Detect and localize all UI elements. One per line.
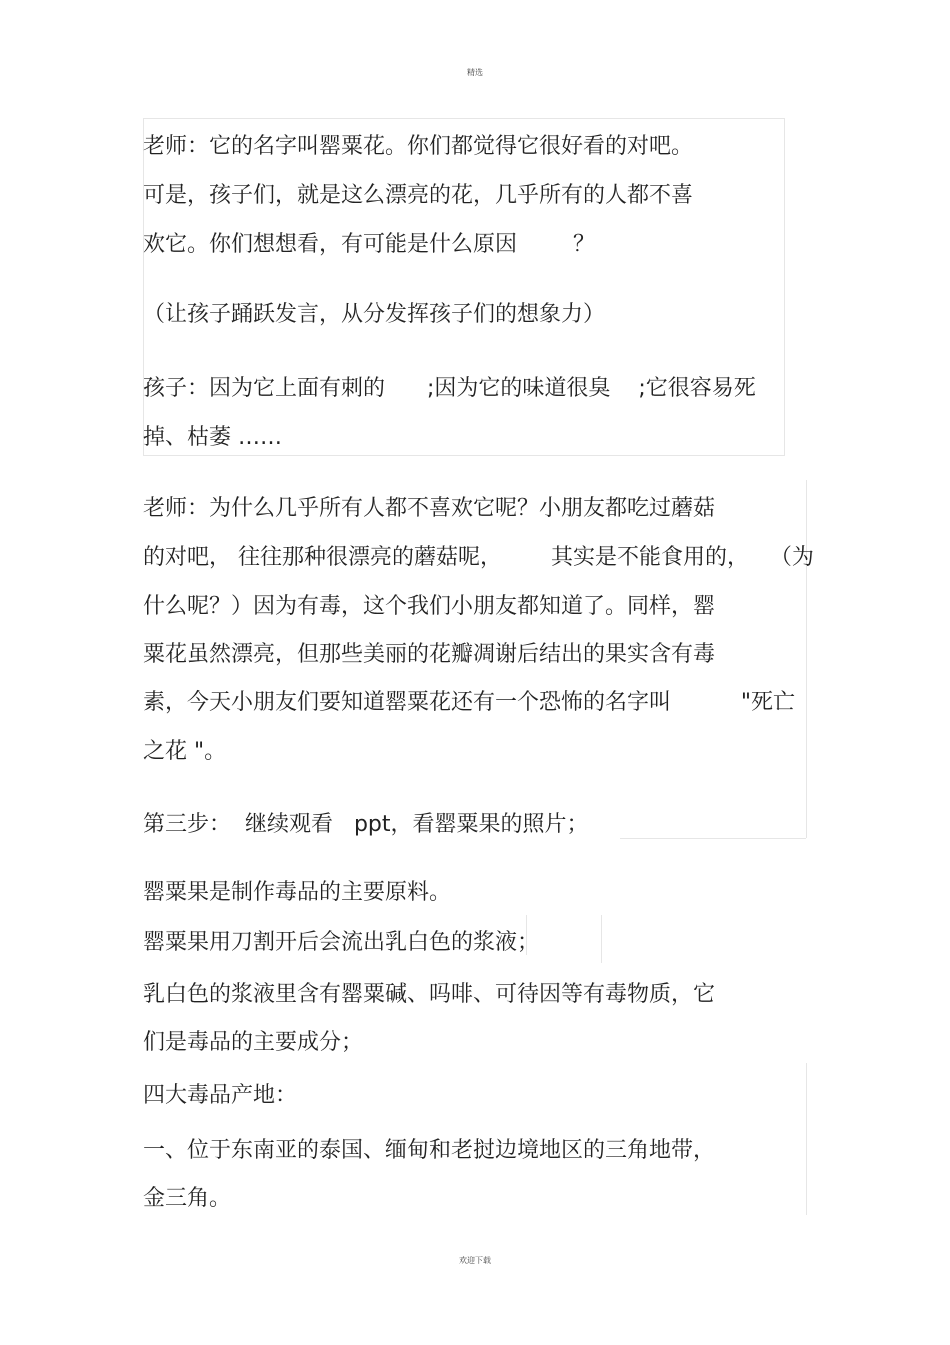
frame-line-right-2: [806, 480, 807, 838]
paragraph-line: 四大毒品产地：: [143, 1083, 298, 1108]
page-header: 精选: [467, 68, 483, 77]
paragraph-line: 老师：它的名字叫罂粟花。你们都觉得它很好看的对吧。: [143, 134, 694, 159]
paragraph-line: 一、位于东南亚的泰国、缅甸和老挝边境地区的三角地带，: [143, 1138, 716, 1163]
paragraph-line: 罂粟果是制作毒品的主要原料。: [143, 880, 452, 905]
paragraph-line: 掉、枯萎 ……: [143, 425, 282, 450]
paragraph-line: 素，今天小朋友们要知道罂粟花还有一个恐怖的名字叫 "死亡: [143, 690, 796, 715]
paragraph-line: 孩子：因为它上面有刺的 ;因为它的味道很臭 ;它很容易死: [143, 376, 756, 401]
frame-line-mid-1: [601, 915, 602, 963]
paragraph-line: 什么呢？）因为有毒，这个我们小朋友都知道了。同样，罂: [143, 594, 716, 619]
paragraph-line: （让孩子踊跃发言，从分发挥孩子们的想象力）: [143, 302, 606, 327]
paragraph-line: 可是，孩子们，就是这么漂亮的花，几乎所有的人都不喜: [143, 183, 694, 208]
paragraph-line: 欢它。你们想想看，有可能是什么原因 ？: [143, 232, 595, 257]
paragraph-line: 第三步： 继续观看 ppt，看罂粟果的照片；: [143, 812, 589, 837]
paragraph-line: 乳白色的浆液里含有罂粟碱、吗啡、可待因等有毒物质，它: [143, 982, 716, 1007]
frame-line-bottom-2: [620, 838, 806, 839]
paragraph-line: 金三角。: [143, 1186, 232, 1211]
paragraph-line: 们是毒品的主要成分；: [143, 1030, 364, 1055]
paragraph-line: 之花 "。: [143, 739, 227, 764]
paragraph-line: 的对吧， 往往那种很漂亮的蘑菇呢， 其实是不能食用的， （为: [143, 545, 814, 570]
frame-box-1: [143, 118, 785, 456]
paragraph-line: 罂粟果用刀割开后会流出乳白色的浆液；: [143, 930, 540, 955]
paragraph-line: 老师：为什么几乎所有人都不喜欢它呢？小朋友都吃过蘑菇: [143, 496, 716, 521]
page-footer: 欢迎下载: [459, 1256, 491, 1265]
frame-line-right-3: [806, 1063, 807, 1215]
paragraph-line: 粟花虽然漂亮，但那些美丽的花瓣凋谢后结出的果实含有毒: [143, 642, 716, 667]
